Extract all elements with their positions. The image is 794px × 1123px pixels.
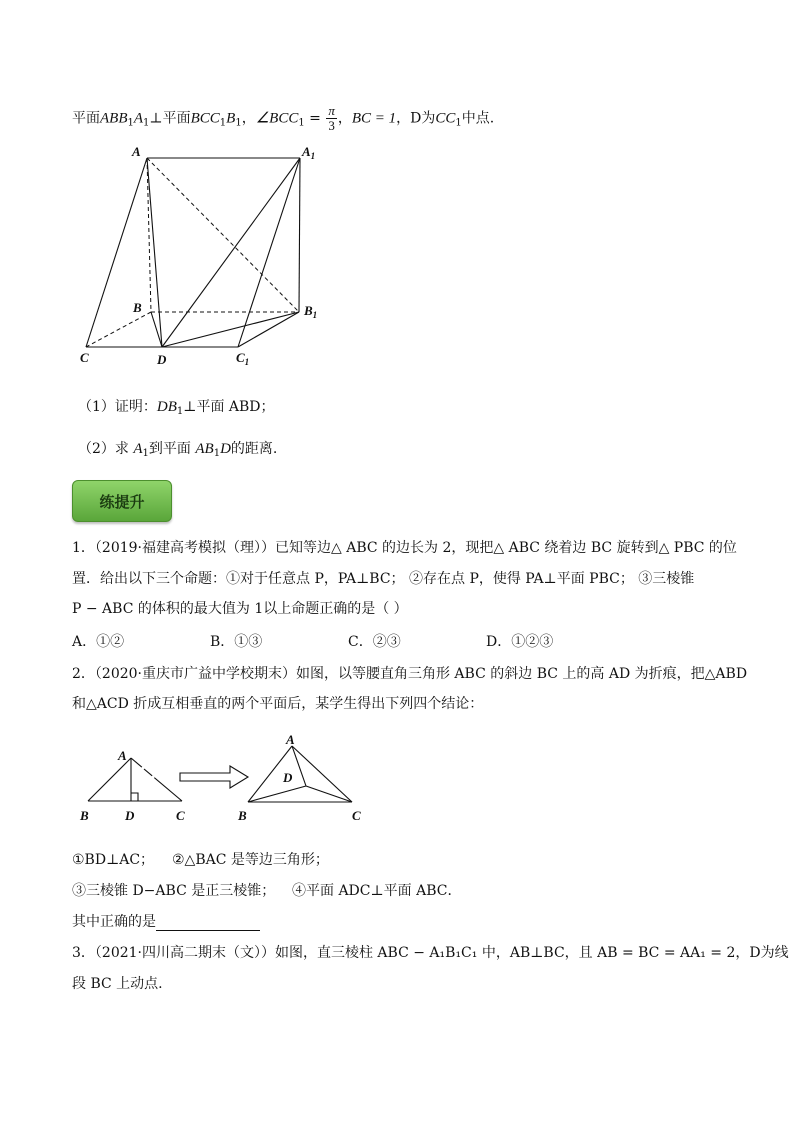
intro-prefix: 平面	[72, 110, 100, 127]
p3-line1: 3．（2021·四川高二期末（文））如图，直三棱柱 ABC − A₁B₁C₁ 中，AB⊥BC，且 AB = BC = AA₁ = 2，D为线	[72, 945, 789, 961]
right-label-b: B	[238, 808, 247, 823]
p1-line1: 1．（2019·福建高考模拟（理））已知等边△ ABC 的边长为 2，现把△ ABC 绕着边 BC 旋转到△ PBC 的位	[72, 540, 737, 556]
plane2-sub2: 1	[235, 117, 242, 129]
plane1-sub: 1	[127, 117, 134, 129]
p3-line2: 段 BC 上动点.	[72, 976, 163, 992]
angle-label: ∠BCC	[255, 110, 299, 127]
label-c1: $C_1$	[236, 350, 250, 367]
label-b1: $B_1$	[304, 303, 318, 320]
label-d: D	[157, 352, 167, 367]
edge-a1-c1	[238, 158, 300, 347]
edge-a1-d	[162, 158, 300, 347]
plane1: ABB	[100, 110, 128, 127]
prism-figure	[70, 140, 340, 370]
q2-suffix: 的距离.	[230, 441, 278, 457]
label-b: B	[133, 300, 142, 315]
edge-c1-b1	[238, 312, 299, 347]
q1-db: DB	[156, 399, 177, 415]
right-ac	[292, 746, 352, 802]
q1-db-sub: 1	[176, 406, 184, 417]
p1-option-b: B．①③	[210, 634, 263, 650]
q2-mid: 到平面	[148, 441, 196, 457]
plane1-mid: A	[133, 110, 144, 127]
p2-line1: 2．（2020·重庆市广益中学校期末）如图，以等腰直角三角形 ABC 的斜边 BC 上的高 AD 为折痕，把△ABD	[72, 666, 748, 682]
question-1-1	[78, 398, 275, 421]
plane2: BCC	[190, 110, 220, 127]
p2-conclusion-3: ③三棱锥 D−ABC 是正三棱锥；	[72, 883, 276, 899]
left-label-a: A	[118, 748, 127, 763]
intro-suffix: 中点.	[461, 110, 495, 127]
q1-rest: ⊥平面 ABD；	[183, 399, 275, 415]
perp-text: ⊥平面	[149, 110, 191, 127]
fold-figure	[72, 730, 372, 830]
intro-line: 平面$ABB_1A_1\perp$平面$BCC_1B_1$，$\angle BCC_1$ = $\frac{\pi}{3}$ ，BC = 1，D为$CC_1$中点.	[72, 103, 495, 133]
right-label-d: D	[283, 770, 293, 785]
q1-prefix: （1）证明：	[78, 399, 157, 415]
p1-option-a: A．①②	[72, 634, 125, 650]
p2-conclusion-1: ①BD⊥AC；	[72, 852, 155, 868]
q2-prefix: （2）求	[78, 441, 134, 457]
left-label-d: D	[125, 808, 135, 823]
q2-d: D	[220, 441, 231, 457]
p1-line2: 置．给出以下三个命题：①对于任意点 P，PA⊥BC； ②存在点 P，使得 PA⊥平面 PBC； ③三棱锥	[72, 571, 695, 587]
p2-conclusion-2: ②△BAC 是等边三角形；	[172, 852, 329, 868]
plane2-sub: 1	[219, 117, 227, 129]
plane1-sub2: 1	[143, 117, 150, 129]
plane2-mid: B	[226, 110, 236, 127]
p1-line3: P − ABC 的体积的最大值为 1以上命题正确的是（ ）	[72, 601, 408, 617]
angle-sub: 1	[298, 117, 305, 129]
cc-sub: 1	[455, 117, 462, 129]
arrow-icon	[180, 766, 248, 788]
right-bd	[248, 786, 306, 802]
q2-a: A	[133, 441, 143, 457]
d-text: D为	[410, 110, 436, 127]
frac-num: π	[328, 103, 335, 118]
p2-line2: 和△ACD 折成互相垂直的两个平面后，某学生得出下列四个结论：	[72, 696, 484, 712]
q2-a-sub: 1	[142, 448, 149, 459]
section-badge: 练提升	[72, 480, 172, 522]
p1-option-c: C．②③	[348, 634, 401, 650]
label-a: A	[132, 144, 141, 159]
q2-ab-sub: 1	[213, 448, 221, 459]
answer-blank	[156, 916, 260, 931]
cc: CC	[435, 110, 456, 127]
right-label-a: A	[286, 732, 295, 747]
bc-equals: BC = 1	[351, 110, 397, 127]
equals: =	[304, 110, 326, 127]
label-c: C	[80, 350, 89, 365]
label-a1: $A_1$	[302, 144, 316, 161]
right-cd	[306, 786, 352, 802]
p1-option-d: D．①②③	[486, 634, 554, 650]
question-1-2	[78, 440, 277, 463]
left-ab	[88, 758, 131, 801]
p2-answer-line	[72, 913, 260, 931]
right-label-c: C	[352, 808, 361, 823]
frac-den: 3	[328, 118, 335, 133]
left-ac	[131, 758, 182, 801]
left-label-b: B	[80, 808, 89, 823]
q2-ab: AB	[195, 441, 214, 457]
edge-a-b1	[147, 158, 299, 312]
pi-over-3-fraction	[326, 104, 337, 133]
right-angle-mark	[131, 793, 138, 801]
p2-answer-label: 其中正确的是	[72, 914, 156, 930]
edge-d-b1	[162, 312, 299, 347]
left-label-c: C	[176, 808, 185, 823]
p2-conclusion-4: ④平面 ADC⊥平面 ABC．	[292, 883, 462, 899]
edge-a1-b1	[299, 158, 300, 312]
